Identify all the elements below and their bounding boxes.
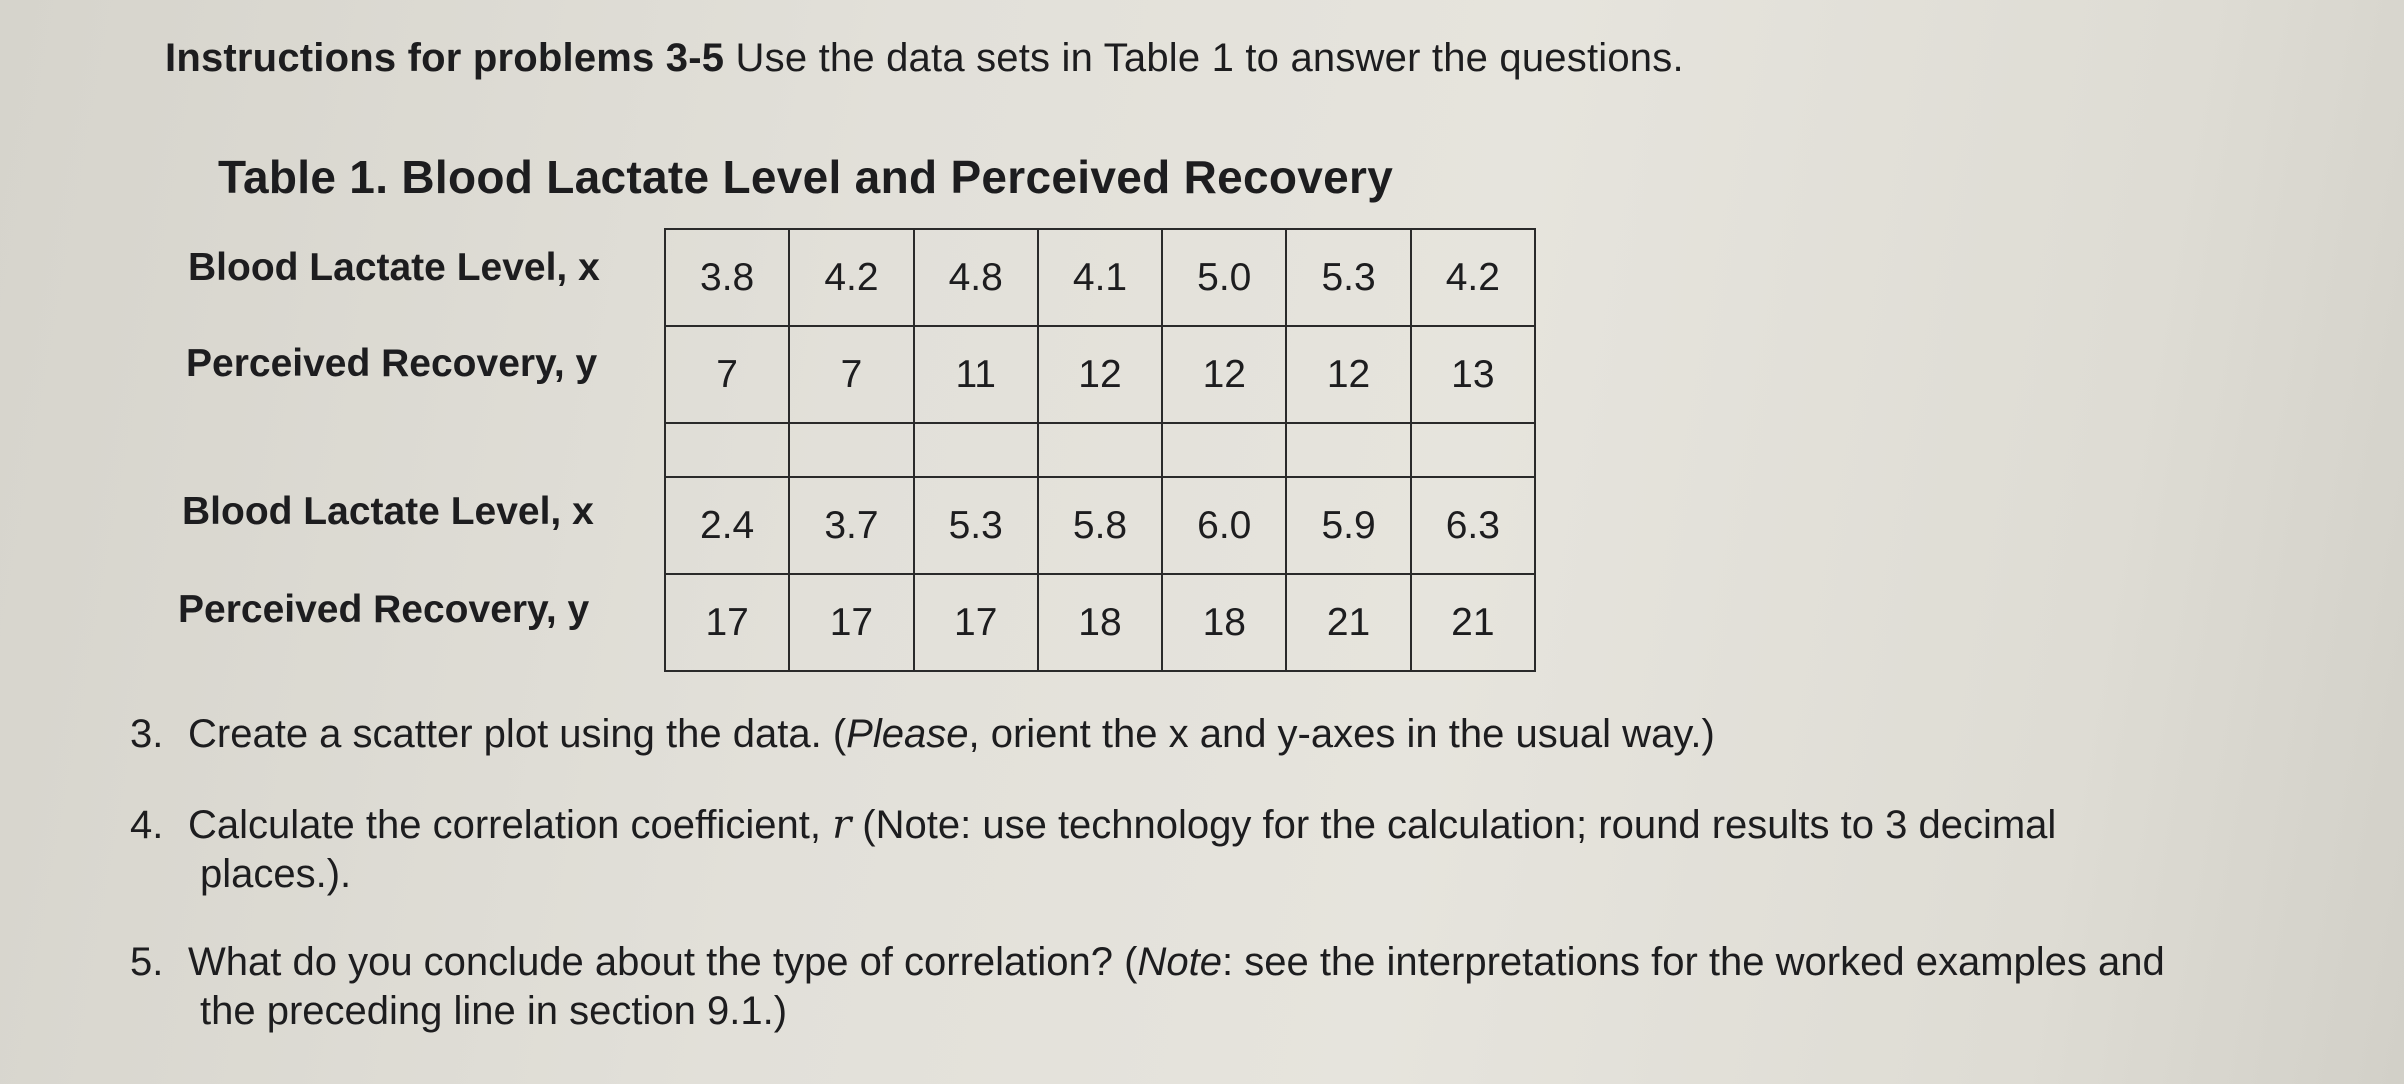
table-cell: 21 <box>1286 574 1410 671</box>
table-cell: 2.4 <box>665 477 789 574</box>
question-5 <box>130 940 2165 1034</box>
instructions-heading <box>165 36 1684 81</box>
set2-x-label: Blood Lactate Level, x <box>182 490 594 533</box>
set2-y-label: Perceived Recovery, y <box>178 588 590 631</box>
question-3 <box>130 712 1715 757</box>
table-cell: 11 <box>914 326 1038 423</box>
table-cell: 17 <box>665 574 789 671</box>
table-cell: 18 <box>1162 574 1286 671</box>
table-cell-empty <box>1162 423 1286 477</box>
set1-y-label: Perceived Recovery, y <box>186 342 598 385</box>
question-number: 4. <box>130 803 164 847</box>
question-4 <box>130 802 2056 897</box>
question-text-italic: Please <box>846 712 969 756</box>
question-text-continued: places.). <box>200 852 352 896</box>
table-row-spacer <box>665 423 1535 477</box>
table-cell: 5.8 <box>1038 477 1162 574</box>
question-text: Create a scatter plot using the data. ( <box>188 712 847 756</box>
set1-x-label: Blood Lactate Level, x <box>188 246 600 289</box>
table-cell: 4.2 <box>1411 229 1535 326</box>
math-variable-r: r <box>832 802 852 848</box>
table-cell: 5.3 <box>914 477 1038 574</box>
table-cell: 21 <box>1411 574 1535 671</box>
instructions-text: Use the data sets in Table 1 to answer the questions. <box>735 36 1684 80</box>
question-text-italic: Note <box>1137 940 1222 984</box>
instructions-lead: Instructions for problems 3-5 <box>165 36 725 80</box>
table-cell: 3.8 <box>665 229 789 326</box>
table-cell: 3.7 <box>789 477 913 574</box>
table-row-set2-x <box>665 477 1535 574</box>
question-text-continued: the preceding line in section 9.1.) <box>200 989 788 1033</box>
table-cell: 18 <box>1038 574 1162 671</box>
table-cell: 4.1 <box>1038 229 1162 326</box>
question-text: , orient the x and y-axes in the usual way.) <box>968 712 1715 756</box>
table-cell: 6.0 <box>1162 477 1286 574</box>
table-cell: 4.2 <box>789 229 913 326</box>
data-table <box>664 228 1536 672</box>
table-cell: 17 <box>789 574 913 671</box>
table-row-set1-x <box>665 229 1535 326</box>
table-cell: 17 <box>914 574 1038 671</box>
question-text: : see the interpretations for the worked examples and <box>1221 940 2165 984</box>
table-cell-empty <box>1038 423 1162 477</box>
table-cell: 7 <box>789 326 913 423</box>
table-cell: 12 <box>1162 326 1286 423</box>
table-cell: 6.3 <box>1411 477 1535 574</box>
table-cell-empty <box>1411 423 1535 477</box>
table-cell: 5.3 <box>1286 229 1410 326</box>
table-cell: 12 <box>1286 326 1410 423</box>
question-text: What do you conclude about the type of correlation? ( <box>188 940 1138 984</box>
table-cell-empty <box>789 423 913 477</box>
table-row-set2-y <box>665 574 1535 671</box>
table-cell: 5.0 <box>1162 229 1286 326</box>
table-cell-empty <box>665 423 789 477</box>
question-text: Calculate the correlation coefficient, <box>188 803 833 847</box>
table-cell: 4.8 <box>914 229 1038 326</box>
table-cell: 13 <box>1411 326 1535 423</box>
question-number: 5. <box>130 940 164 984</box>
question-number: 3. <box>130 712 164 756</box>
table-row-set1-y <box>665 326 1535 423</box>
table-cell: 12 <box>1038 326 1162 423</box>
question-text: (Note: use technology for the calculation; round results to 3 decimal <box>851 803 2057 847</box>
table-cell-empty <box>914 423 1038 477</box>
table-cell-empty <box>1286 423 1410 477</box>
table-title: Table 1. Blood Lactate Level and Perceived Recovery <box>218 151 1394 203</box>
table-cell: 7 <box>665 326 789 423</box>
table-cell: 5.9 <box>1286 477 1410 574</box>
